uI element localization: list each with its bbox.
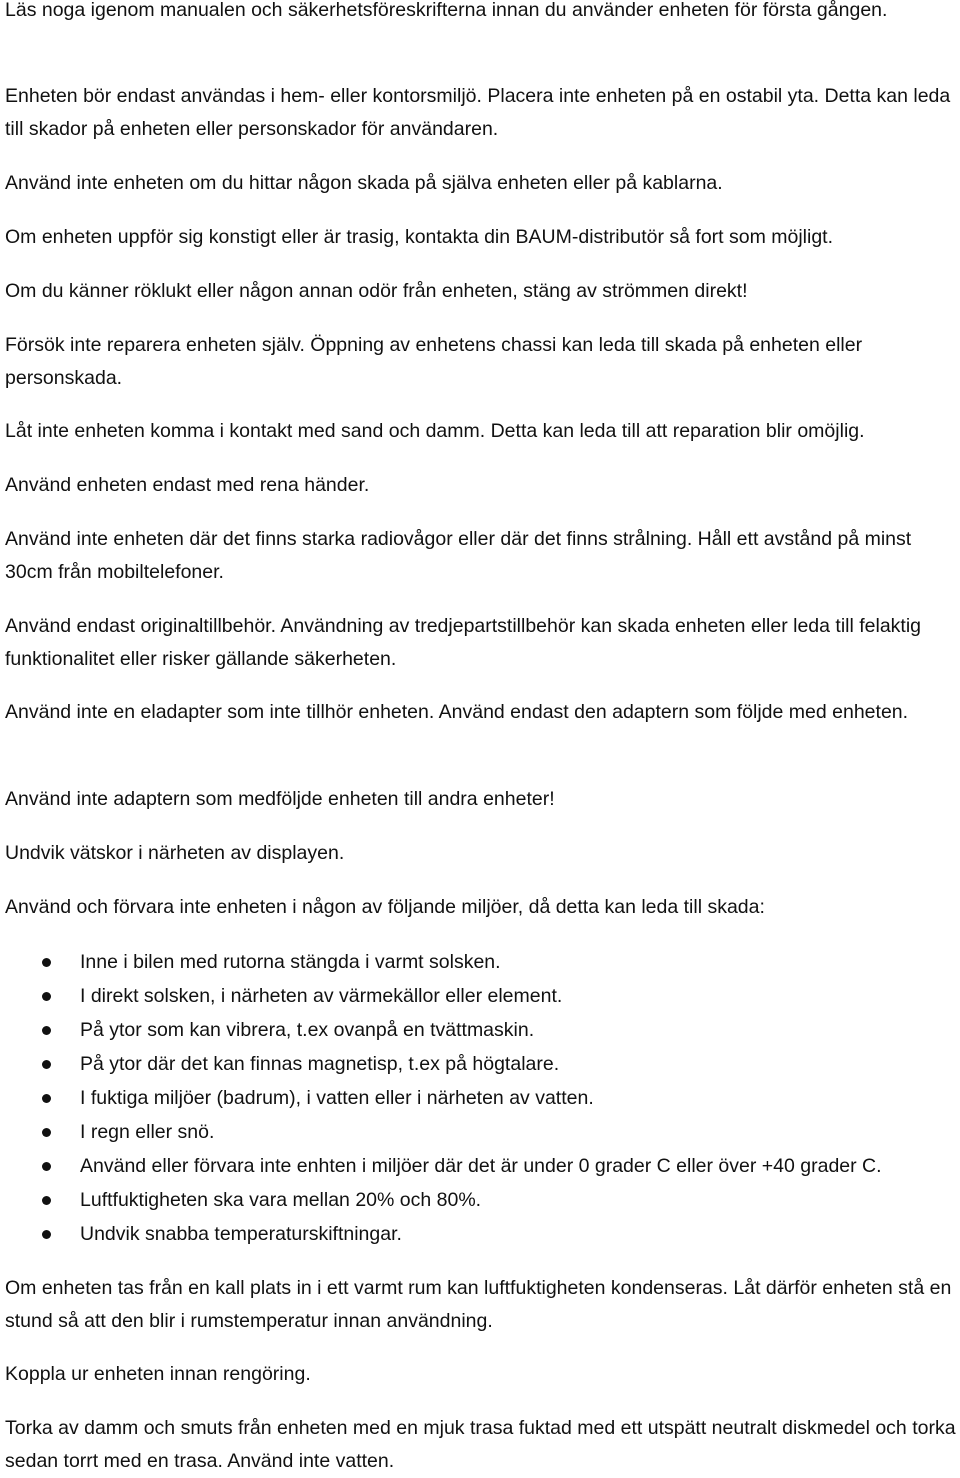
paragraph-cleaning-instructions: Torka av damm och smuts från enheten med en mjuk trasa fuktad med ett utspätt neutralt diskmedel och torka sedan torrt med en trasa. Använd inte vatten. bbox=[5, 1417, 956, 1472]
paragraph-smoke-warning: Om du känner röklukt eller någon annan odör från enheten, stäng av strömmen direkt! bbox=[5, 280, 748, 302]
bullet-icon bbox=[42, 1094, 51, 1103]
paragraph-condensation: Om enheten tas från en kall plats in i ett varmt rum kan luftfuktigheten kondenseras. Låt därför enheten stå en stund så att den blir i rumstemperatur innan användning. bbox=[5, 1277, 952, 1332]
paragraph-avoid-liquids: Undvik vätskor i närheten av displayen. bbox=[5, 842, 345, 864]
paragraph-clean-hands: Använd enheten endast med rena händer. bbox=[5, 474, 370, 496]
bullet-icon bbox=[42, 1026, 51, 1035]
paragraph-use-environment: Enheten bör endast användas i hem- eller kontorsmiljö. Placera inte enheten på en ostabil yta. Detta kan leda till skador på enheten eller personskador för användaren. bbox=[5, 85, 951, 140]
bullet-icon bbox=[42, 1060, 51, 1069]
paragraph-adapter-other-devices: Använd inte adaptern som medföljde enheten till andra enheter! bbox=[5, 788, 555, 810]
environment-warning-list bbox=[0, 946, 960, 1252]
bullet-icon bbox=[42, 1128, 51, 1137]
list-item bbox=[0, 946, 960, 980]
list-item-text: På ytor där det kan finnas magnetisp, t.ex på högtalare. bbox=[80, 1053, 560, 1075]
list-item bbox=[0, 1150, 960, 1184]
bullet-icon bbox=[42, 958, 51, 967]
paragraph-read-manual: Läs noga igenom manualen och säkerhetsföreskrifterna innan du använder enheten för första gången. bbox=[5, 0, 888, 21]
paragraph-do-not-repair: Försök inte reparera enheten själv. Öppning av enhetens chassi kan leda till skada på enheten eller personskada. bbox=[5, 334, 863, 389]
list-item-text: På ytor som kan vibrera, t.ex ovanpå en tvättmaskin. bbox=[80, 1019, 535, 1041]
paragraph-environment-intro: Använd och förvara inte enheten i någon av följande miljöer, då detta kan leda till skada: bbox=[5, 896, 765, 918]
list-item-text: I direkt solsken, i närheten av värmekällor eller element. bbox=[80, 985, 563, 1007]
list-item bbox=[0, 1048, 960, 1082]
list-item bbox=[0, 1116, 960, 1150]
list-item-text: I fuktiga miljöer (badrum), i vatten eller i närheten av vatten. bbox=[80, 1087, 594, 1109]
list-item bbox=[0, 1014, 960, 1048]
list-item bbox=[0, 980, 960, 1014]
bullet-icon bbox=[42, 1230, 51, 1239]
list-item-text: I regn eller snö. bbox=[80, 1121, 215, 1143]
list-item-text: Undvik snabba temperaturskiftningar. bbox=[80, 1223, 402, 1245]
paragraph-contact-distributor: Om enheten uppför sig konstigt eller är trasig, kontakta din BAUM-distributör så fort som möjligt. bbox=[5, 226, 834, 248]
list-item-text: Använd eller förvara inte enhten i miljöer där det är under 0 grader C eller över +40 grader C. bbox=[80, 1155, 882, 1177]
bullet-icon bbox=[42, 1196, 51, 1205]
paragraph-original-accessories: Använd endast originaltillbehör. Användning av tredjepartstillbehör kan skada enheten eller leda till felaktig funktionalitet eller risker gällande säkerheten. bbox=[5, 615, 922, 670]
list-item bbox=[0, 1218, 960, 1252]
list-item bbox=[0, 1082, 960, 1116]
bullet-icon bbox=[42, 992, 51, 1001]
paragraph-power-adapter: Använd inte en eladapter som inte tillhör enheten. Använd endast den adaptern som följde med enheten. bbox=[5, 701, 909, 723]
paragraph-damage-check: Använd inte enheten om du hittar någon skada på själva enheten eller på kablarna. bbox=[5, 172, 723, 194]
list-item-text: Inne i bilen med rutorna stängda i varmt solsken. bbox=[80, 951, 501, 973]
paragraph-sand-dust: Låt inte enheten komma i kontakt med sand och damm. Detta kan leda till att reparation blir omöjlig. bbox=[5, 420, 865, 442]
list-item-text: Luftfuktigheten ska vara mellan 20% och 80%. bbox=[80, 1189, 482, 1211]
paragraph-radio-waves: Använd inte enheten där det finns starka radiovågor eller där det finns strålning. Håll ett avstånd på minst 30cm från mobiltelefoner. bbox=[5, 528, 912, 583]
bullet-icon bbox=[42, 1162, 51, 1171]
list-item bbox=[0, 1184, 960, 1218]
paragraph-unplug-before-cleaning: Koppla ur enheten innan rengöring. bbox=[5, 1363, 311, 1385]
